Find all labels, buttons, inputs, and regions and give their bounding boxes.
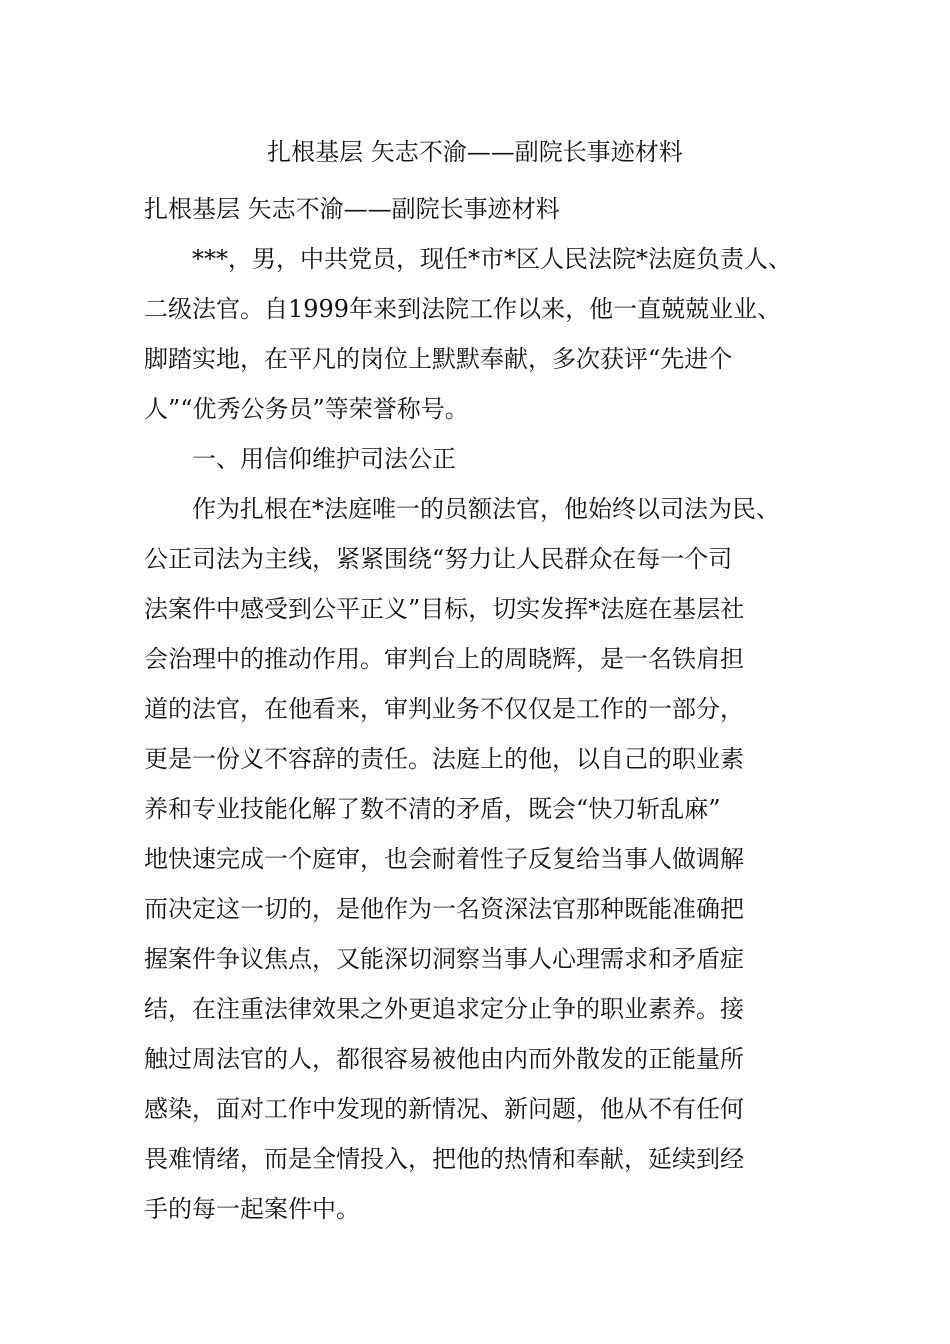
body-line: ***，男，中共党员，现任*市*区人民法院*法庭负责人、 [144, 245, 792, 273]
body-line: 会治理中的推动作用。审判台上的周晓辉，是一名铁肩担 [144, 645, 744, 673]
document-body [144, 184, 834, 1234]
body-line: 养和专业技能化解了数不清的矛盾，既会“快刀斩乱麻” [144, 795, 721, 823]
section-heading: 一、用信仰维护司法公正 [144, 445, 456, 473]
body-line: 二级法官。自1999年来到法院工作以来，他一直兢兢业业、 [144, 295, 782, 323]
body-line: 道的法官，在他看来，审判业务不仅仅是工作的一部分， [144, 695, 744, 723]
body-line: 作为扎根在*法庭唯一的员额法官，他始终以司法为民、 [144, 495, 780, 523]
body-line: 而决定这一切的，是他作为一名资深法官那种既能准确把 [144, 895, 744, 923]
body-line: 脚踏实地，在平凡的岗位上默默奉献，多次获评“先进个 [144, 345, 733, 373]
body-line: 法案件中感受到公平正义”目标，切实发挥*法庭在基层社 [144, 595, 745, 623]
body-line: 触过周法官的人，都很容易被他由内而外散发的正能量所 [144, 1045, 744, 1073]
body-line: 扎根基层 矢志不渝——副院长事迹材料 [144, 195, 560, 223]
body-line: 畏难情绪，而是全情投入，把他的热情和奉献，延续到经 [144, 1145, 744, 1173]
body-line: 人”“优秀公务员”等荣誉称号。 [144, 395, 469, 423]
body-line: 地快速完成一个庭审，也会耐着性子反复给当事人做调解 [144, 845, 744, 873]
body-line: 公正司法为主线，紧紧围绕“努力让人民群众在每一个司 [144, 545, 733, 573]
body-line: 感染，面对工作中发现的新情况、新问题，他从不有任何 [144, 1095, 744, 1123]
body-line: 结，在注重法律效果之外更追求定分止争的职业素养。接 [144, 995, 744, 1023]
body-line: 手的每一起案件中。 [144, 1195, 360, 1223]
body-line: 握案件争议焦点，又能深切洞察当事人心理需求和矛盾症 [144, 945, 744, 973]
document-title: 扎根基层 矢志不渝——副院长事迹材料 [267, 138, 683, 166]
body-line: 更是一份义不容辞的责任。法庭上的他，以自己的职业素 [144, 745, 744, 773]
